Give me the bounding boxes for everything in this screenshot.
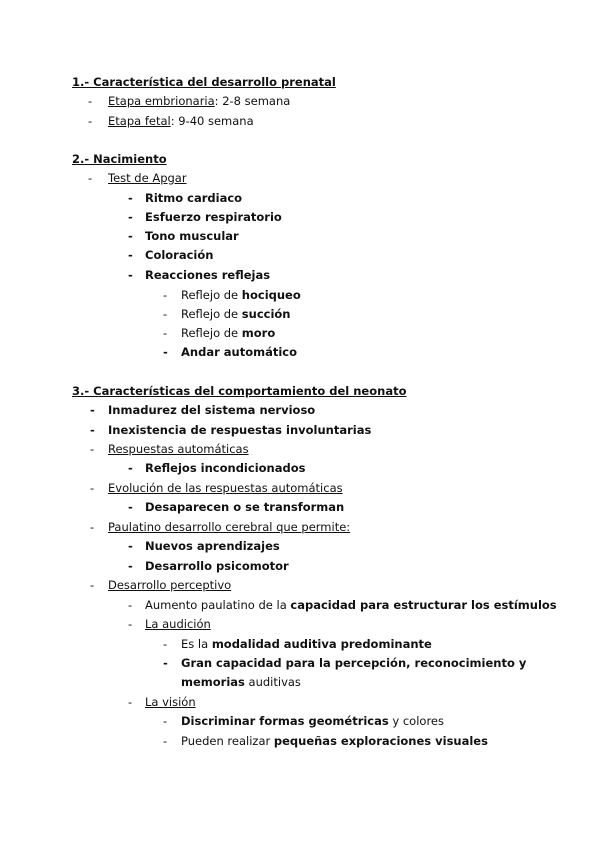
- list-item: La audición: [145, 617, 211, 631]
- list-item: Etapa embrionaria: 2-8 semana: [108, 94, 291, 108]
- list-item: Gran capacidad para la percepción, reconocimiento y: [181, 656, 527, 670]
- apgar-item: Esfuerzo respiratorio: [145, 210, 282, 224]
- reflex-item: Reflejo de moro: [181, 326, 276, 340]
- list-item: Respuestas automáticas: [108, 442, 249, 456]
- apgar-item: Tono muscular: [145, 229, 239, 243]
- reflex-item: Reflejo de succión: [181, 307, 291, 321]
- list-item: Inexistencia de respuestas involuntarias: [108, 423, 372, 437]
- apgar-item: Ritmo cardiaco: [145, 191, 243, 205]
- list-item: Discriminar formas geométricas y colores: [181, 714, 444, 728]
- section-2-title: 2.- Nacimiento: [72, 152, 167, 166]
- list-item: Desarrollo psicomotor: [145, 559, 289, 573]
- section-3-title: 3.- Características del comportamiento del neonato: [72, 384, 407, 398]
- list-item: Desaparecen o se transforman: [145, 500, 345, 514]
- list-item: Aumento paulatino de la capacidad para estructurar los estímulos: [145, 598, 557, 612]
- apgar-item: Reacciones reflejas: [145, 268, 271, 282]
- list-item: Nuevos aprendizajes: [145, 539, 280, 553]
- list-item: memorias auditivas: [181, 675, 301, 689]
- list-item: Paulatino desarrollo cerebral que permite:: [108, 520, 351, 534]
- apgar-heading: Test de Apgar: [108, 171, 187, 185]
- list-item: Es la modalidad auditiva predominante: [181, 637, 432, 651]
- reflex-item: Reflejo de hociqueo: [181, 288, 301, 302]
- list-item: La visión: [145, 695, 196, 709]
- section-1-title: 1.- Característica del desarrollo prenatal: [72, 75, 336, 89]
- list-item: Reflejos incondicionados: [145, 461, 306, 475]
- list-item: -: [88, 114, 93, 128]
- list-item: Desarrollo perceptivo: [108, 578, 232, 592]
- reflex-item: Andar automático: [181, 345, 297, 359]
- apgar-item: Coloración: [145, 248, 214, 262]
- list-item: Etapa fetal: 9-40 semana: [108, 114, 254, 128]
- list-item: Inmadurez del sistema nervioso: [108, 403, 316, 417]
- document-page: 1.- Característica del desarrollo prenatal - Etapa embrionaria: 2-8 semana - Etapa fetal: 9-40 semana 2.- Nacimiento - Test de Apgar - Ritmo cardiaco - Esfuerzo respiratorio - Tono muscular - Coloración - Reacciones reflejas - Reflejo de hociqueo - Reflejo de succión - Reflejo de moro - Andar automático 3.- Características del comportamiento del neonato - Inmadurez del sistema nervioso - Inexistencia de respuestas involuntarias - Respuestas automáticas - Reflejos incondicionados - Evolución de las respuestas automáticas - Desaparecen o se transforman - Paulatino desarrollo cerebral que permite: - Nuevos aprendizajes - Desarrollo psicomotor - Desarrollo perceptivo - Aumento paulatino de la capacidad para estructurar los estímulos - La audición - Es la modalidad auditiva predominante - Gran capacidad para la percepción, reconocimiento y memorias auditivas - La visión - Discriminar formas geométricas y colores - Pueden realizar pequeñas exploraciones visuales: [72, 75, 557, 748]
- list-item: Pueden realizar pequeñas exploraciones visuales: [181, 734, 488, 748]
- list-item: -: [88, 94, 93, 108]
- list-item: Evolución de las respuestas automáticas: [108, 481, 343, 495]
